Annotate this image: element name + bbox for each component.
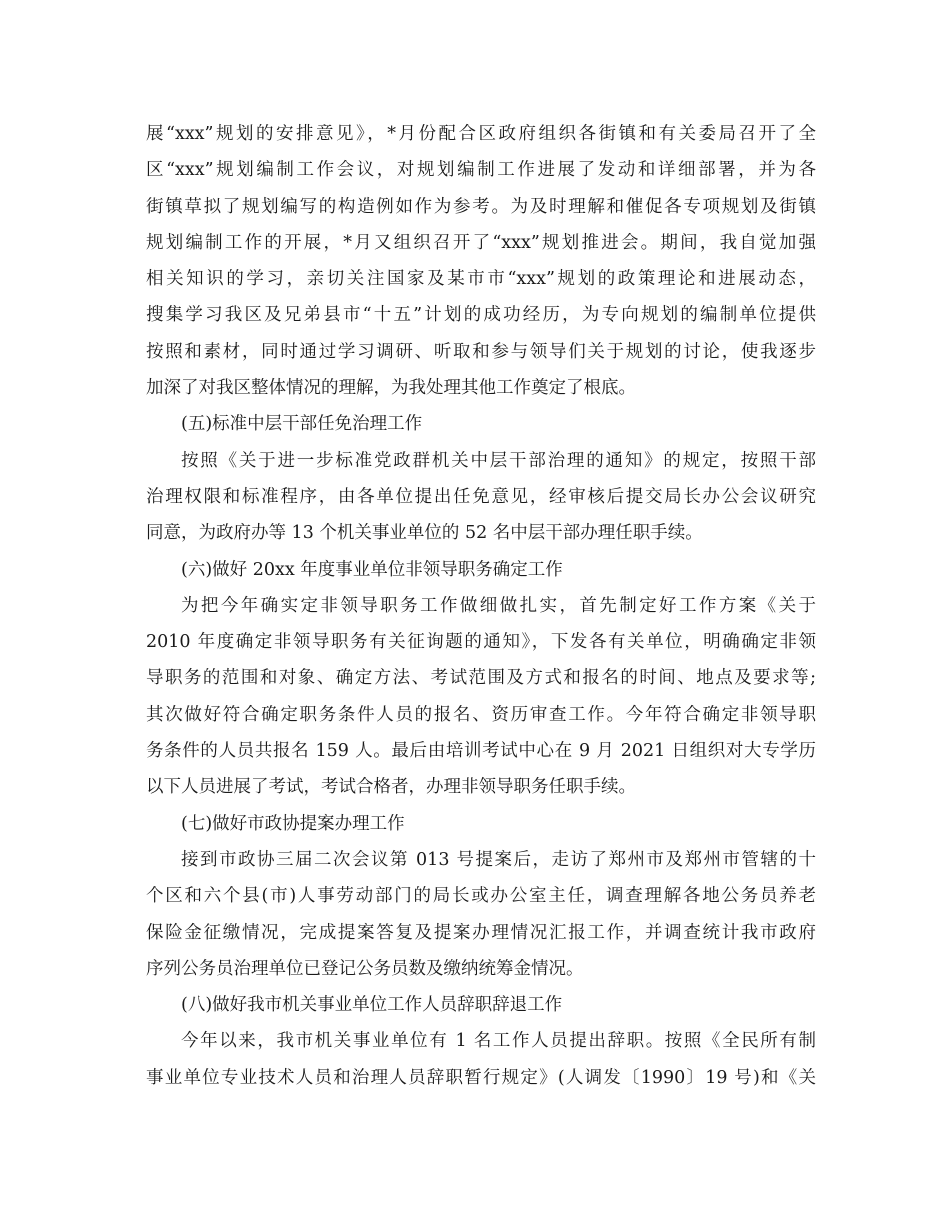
paragraph-line: 按照和素材，同时通过学习调研、听取和参与领导们关于规划的讨论，使我逐步 xyxy=(146,341,816,362)
paragraph-line: 接到市政协三届二次会议第 013 号提案后，走访了郑州市及郑州市管辖的十 xyxy=(181,849,816,870)
paragraph-line: 以下人员进展了考试，考试合格者，办理非领导职务任职手续。 xyxy=(146,777,636,798)
paragraph-line: 加深了对我区整体情况的理解，为我处理其他工作奠定了根底。 xyxy=(146,378,636,399)
paragraph-line: 区“xxx”规划编制工作会议，对规划编制工作进展了发动和详细部署，并为各 xyxy=(146,160,816,181)
section-heading: (八)做好我市机关事业单位工作人员辞职辞退工作 xyxy=(181,995,563,1016)
paragraph-line: 街镇草拟了规划编写的构造例如作为参考。为及时理解和催促各专项规划及街镇 xyxy=(146,196,816,217)
paragraph-line: 务条件的人员共报名 159 人。最后由培训考试中心在 9 月 2021 日组织对大专学历 xyxy=(146,741,816,762)
paragraph-line: 其次做好符合确定职务条件人员的报名、资历审查工作。今年符合确定非领导职 xyxy=(146,704,816,725)
paragraph-line: 规划编制工作的开展，*月又组织召开了“xxx”规划推进会。期间，我自觉加强 xyxy=(146,232,816,253)
section-heading: (七)做好市政协提案办理工作 xyxy=(181,813,405,834)
paragraph-line: 2010 年度确定非领导职务有关征询题的通知》，下发各有关单位，明确确定非领 xyxy=(146,632,816,653)
paragraph-line: 导职务的范围和对象、确定方法、考试范围及方式和报名的时间、地点及要求等; xyxy=(146,668,816,689)
paragraph-line: 今年以来，我市机关事业单位有 1 名工作人员提出辞职。按照《全民所有制 xyxy=(181,1031,816,1052)
paragraph-line: 展“xxx”规划的安排意见》，*月份配合区政府组织各街镇和有关委局召开了全 xyxy=(146,124,816,144)
paragraph-line: 为把今年确实定非领导职务工作做细做扎实，首先制定好工作方案《关于 xyxy=(181,595,816,616)
section-heading: (五)标准中层干部任免治理工作 xyxy=(181,414,423,435)
document-body xyxy=(146,116,816,1096)
paragraph-line: 个区和六个县(市)人事劳动部门的局长或办公室主任，调查理解各地公务员养老 xyxy=(146,886,816,907)
paragraph-line: 同意，为政府办等 13 个机关事业单位的 52 名中层干部办理任职手续。 xyxy=(146,523,703,544)
paragraph-line: 搜集学习我区及兄弟县市“十五”计划的成功经历，为专向规划的编制单位提供 xyxy=(146,305,816,326)
paragraph-line: 按照《关于进一步标准党政群机关中层干部治理的通知》的规定，按照干部 xyxy=(181,450,816,471)
paragraph-line: 保险金征缴情况，完成提案答复及提案办理情况汇报工作，并调查统计我市政府 xyxy=(146,922,816,943)
section-heading: (六)做好 20xx 年度事业单位非领导职务确定工作 xyxy=(181,559,563,580)
paragraph-line: 事业单位专业技术人员和治理人员辞职暂行规定》(人调发〔1990〕19 号)和《关 xyxy=(146,1067,816,1088)
paragraph-line: 相关知识的学习，亲切关注国家及某市市“xxx”规划的政策理论和进展动态， xyxy=(146,269,816,290)
paragraph-line: 序列公务员治理单位已登记公务员数及缴纳统筹金情况。 xyxy=(146,958,584,979)
paragraph-line: 治理权限和标准程序，由各单位提出任免意见，经审核后提交局长办公会议研究 xyxy=(146,486,816,507)
